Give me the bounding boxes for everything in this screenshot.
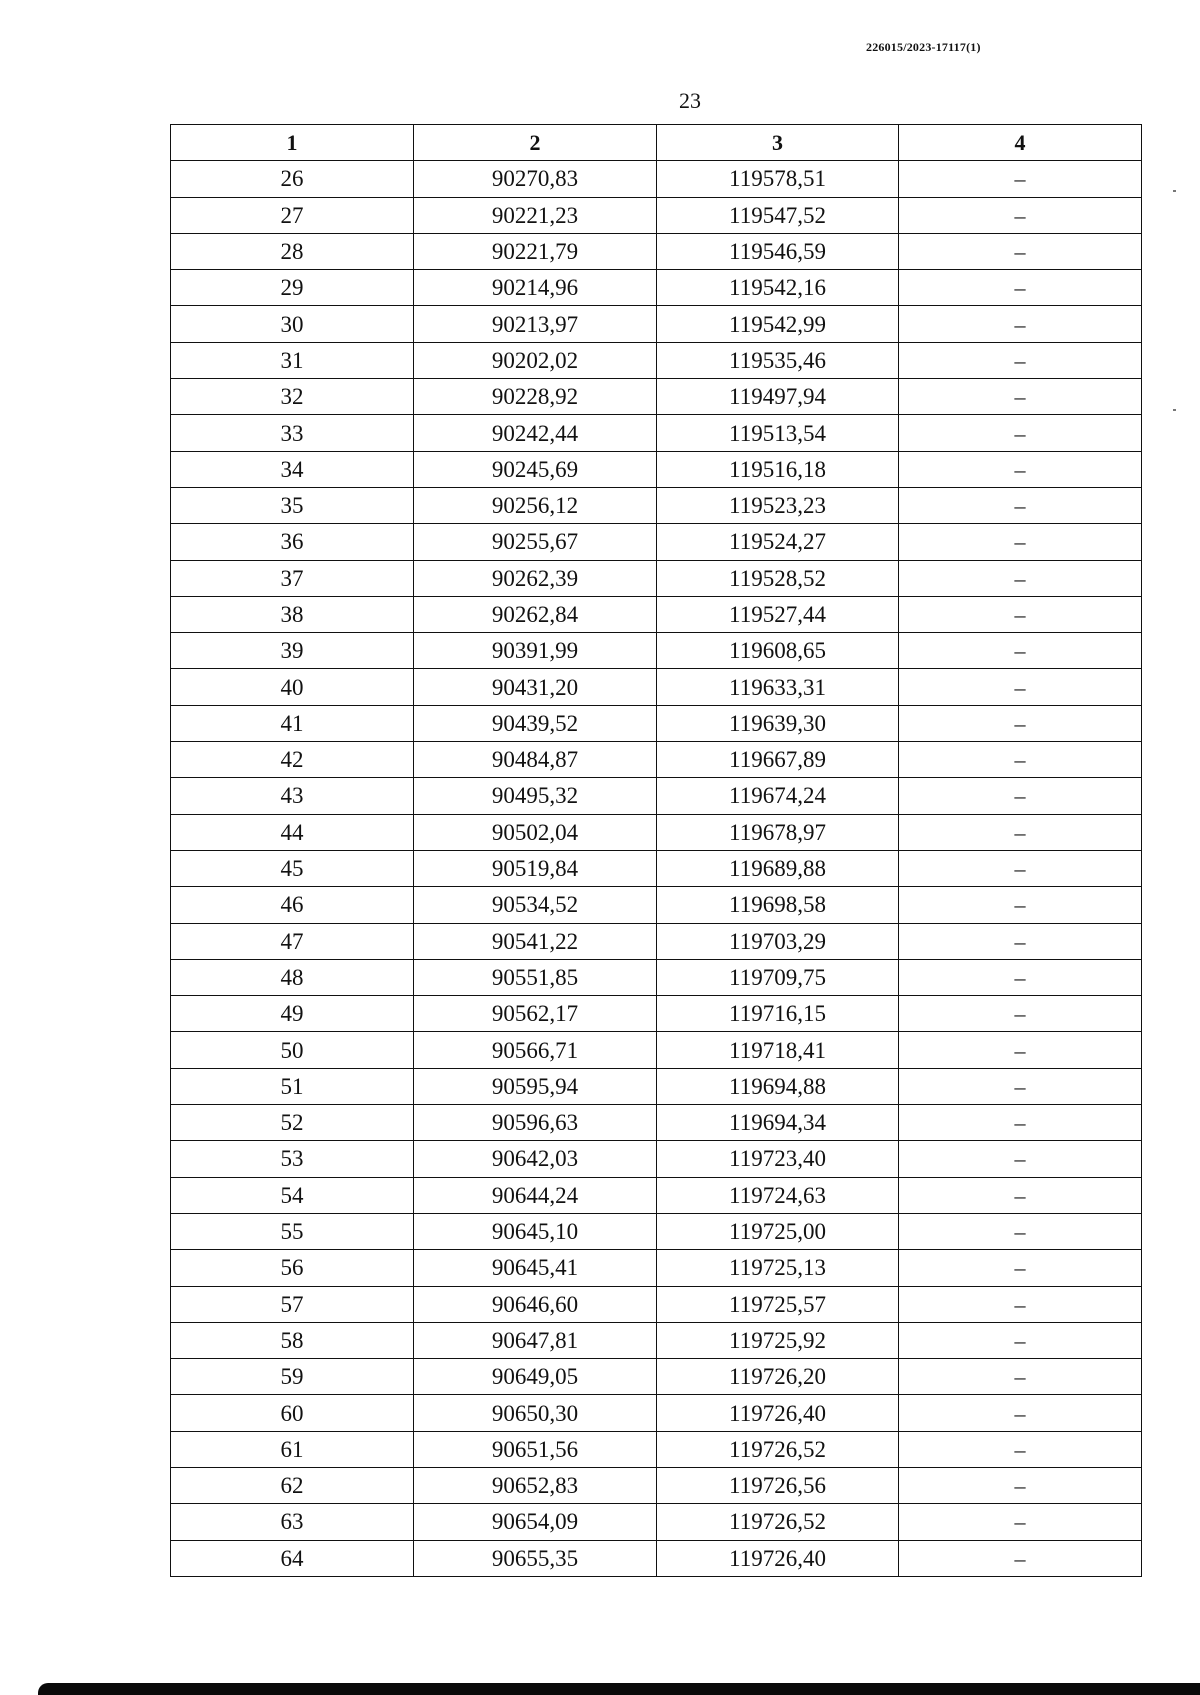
x-coordinate-cell: 90647,81: [414, 1322, 657, 1358]
note-cell: –: [899, 560, 1142, 596]
table-row: [171, 669, 1142, 705]
column-header-1: 1: [171, 125, 414, 161]
note-cell: –: [899, 487, 1142, 523]
y-coordinate-cell: 119639,30: [657, 705, 899, 741]
point-number-cell: 26: [171, 161, 414, 197]
note-cell: –: [899, 742, 1142, 778]
point-number-cell: 55: [171, 1213, 414, 1249]
x-coordinate-cell: 90262,39: [414, 560, 657, 596]
point-number-cell: 30: [171, 306, 414, 342]
note-cell: –: [899, 1540, 1142, 1576]
y-coordinate-cell: 119528,52: [657, 560, 899, 596]
note-cell: –: [899, 1322, 1142, 1358]
x-coordinate-cell: 90566,71: [414, 1032, 657, 1068]
x-coordinate-cell: 90439,52: [414, 705, 657, 741]
table-row: [171, 487, 1142, 523]
table-row: [171, 233, 1142, 269]
point-number-cell: 27: [171, 197, 414, 233]
note-cell: –: [899, 996, 1142, 1032]
y-coordinate-cell: 119716,15: [657, 996, 899, 1032]
table-row: [171, 1286, 1142, 1322]
y-coordinate-cell: 119524,27: [657, 524, 899, 560]
y-coordinate-cell: 119689,88: [657, 850, 899, 886]
note-cell: –: [899, 451, 1142, 487]
table-header-row: [171, 125, 1142, 161]
table-row: [171, 161, 1142, 197]
point-number-cell: 43: [171, 778, 414, 814]
document-reference-number: 226015/2023-17117(1): [866, 40, 981, 54]
x-coordinate-cell: 90651,56: [414, 1431, 657, 1467]
table-row: [171, 850, 1142, 886]
table-row: [171, 1068, 1142, 1104]
note-cell: –: [899, 1105, 1142, 1141]
x-coordinate-cell: 90221,79: [414, 233, 657, 269]
point-number-cell: 37: [171, 560, 414, 596]
table-row: [171, 923, 1142, 959]
x-coordinate-cell: 90519,84: [414, 850, 657, 886]
point-number-cell: 28: [171, 233, 414, 269]
table-row: [171, 1032, 1142, 1068]
table-row: [171, 1359, 1142, 1395]
note-cell: –: [899, 1141, 1142, 1177]
y-coordinate-cell: 119542,99: [657, 306, 899, 342]
x-coordinate-cell: 90645,10: [414, 1213, 657, 1249]
column-header-2: 2: [414, 125, 657, 161]
y-coordinate-cell: 119703,29: [657, 923, 899, 959]
note-cell: –: [899, 633, 1142, 669]
x-coordinate-cell: 90256,12: [414, 487, 657, 523]
x-coordinate-cell: 90562,17: [414, 996, 657, 1032]
point-number-cell: 52: [171, 1105, 414, 1141]
point-number-cell: 63: [171, 1504, 414, 1540]
table-row: [171, 596, 1142, 632]
table-header: [171, 125, 1142, 161]
note-cell: –: [899, 379, 1142, 415]
x-coordinate-cell: 90654,09: [414, 1504, 657, 1540]
y-coordinate-cell: 119723,40: [657, 1141, 899, 1177]
point-number-cell: 38: [171, 596, 414, 632]
note-cell: –: [899, 923, 1142, 959]
x-coordinate-cell: 90255,67: [414, 524, 657, 560]
point-number-cell: 50: [171, 1032, 414, 1068]
scan-speck: [1173, 409, 1176, 411]
point-number-cell: 48: [171, 959, 414, 995]
y-coordinate-cell: 119726,52: [657, 1431, 899, 1467]
table-row: [171, 814, 1142, 850]
y-coordinate-cell: 119608,65: [657, 633, 899, 669]
point-number-cell: 36: [171, 524, 414, 560]
table-row: [171, 1467, 1142, 1503]
note-cell: –: [899, 233, 1142, 269]
x-coordinate-cell: 90650,30: [414, 1395, 657, 1431]
y-coordinate-cell: 119516,18: [657, 451, 899, 487]
table-row: [171, 415, 1142, 451]
point-number-cell: 49: [171, 996, 414, 1032]
point-number-cell: 46: [171, 887, 414, 923]
point-number-cell: 35: [171, 487, 414, 523]
table-row: [171, 379, 1142, 415]
table-row: [171, 742, 1142, 778]
x-coordinate-cell: 90221,23: [414, 197, 657, 233]
table-row: [171, 451, 1142, 487]
table-row: [171, 1395, 1142, 1431]
table-row: [171, 1250, 1142, 1286]
x-coordinate-cell: 90270,83: [414, 161, 657, 197]
point-number-cell: 64: [171, 1540, 414, 1576]
point-number-cell: 39: [171, 633, 414, 669]
table-row: [171, 705, 1142, 741]
y-coordinate-cell: 119546,59: [657, 233, 899, 269]
x-coordinate-cell: 90228,92: [414, 379, 657, 415]
note-cell: –: [899, 1467, 1142, 1503]
point-number-cell: 33: [171, 415, 414, 451]
table-row: [171, 270, 1142, 306]
y-coordinate-cell: 119694,34: [657, 1105, 899, 1141]
table-row: [171, 1504, 1142, 1540]
x-coordinate-cell: 90642,03: [414, 1141, 657, 1177]
x-coordinate-cell: 90484,87: [414, 742, 657, 778]
point-number-cell: 45: [171, 850, 414, 886]
x-coordinate-cell: 90551,85: [414, 959, 657, 995]
table-row: [171, 342, 1142, 378]
point-number-cell: 34: [171, 451, 414, 487]
y-coordinate-cell: 119674,24: [657, 778, 899, 814]
note-cell: –: [899, 1250, 1142, 1286]
y-coordinate-cell: 119578,51: [657, 161, 899, 197]
x-coordinate-cell: 90541,22: [414, 923, 657, 959]
table-row: [171, 959, 1142, 995]
x-coordinate-cell: 90391,99: [414, 633, 657, 669]
table-row: [171, 1141, 1142, 1177]
y-coordinate-cell: 119694,88: [657, 1068, 899, 1104]
x-coordinate-cell: 90242,44: [414, 415, 657, 451]
point-number-cell: 59: [171, 1359, 414, 1395]
x-coordinate-cell: 90213,97: [414, 306, 657, 342]
note-cell: –: [899, 1177, 1142, 1213]
table-row: [171, 1105, 1142, 1141]
point-number-cell: 44: [171, 814, 414, 850]
table-row: [171, 524, 1142, 560]
note-cell: –: [899, 596, 1142, 632]
y-coordinate-cell: 119542,16: [657, 270, 899, 306]
note-cell: –: [899, 415, 1142, 451]
x-coordinate-cell: 90649,05: [414, 1359, 657, 1395]
point-number-cell: 62: [171, 1467, 414, 1503]
y-coordinate-cell: 119725,13: [657, 1250, 899, 1286]
point-number-cell: 47: [171, 923, 414, 959]
y-coordinate-cell: 119513,54: [657, 415, 899, 451]
y-coordinate-cell: 119725,00: [657, 1213, 899, 1249]
note-cell: –: [899, 1032, 1142, 1068]
y-coordinate-cell: 119718,41: [657, 1032, 899, 1068]
x-coordinate-cell: 90645,41: [414, 1250, 657, 1286]
note-cell: –: [899, 959, 1142, 995]
x-coordinate-cell: 90655,35: [414, 1540, 657, 1576]
x-coordinate-cell: 90652,83: [414, 1467, 657, 1503]
page-number: 23: [679, 88, 701, 113]
table-row: [171, 197, 1142, 233]
y-coordinate-cell: 119497,94: [657, 379, 899, 415]
x-coordinate-cell: 90202,02: [414, 342, 657, 378]
y-coordinate-cell: 119726,52: [657, 1504, 899, 1540]
y-coordinate-cell: 119678,97: [657, 814, 899, 850]
coordinates-table: [170, 124, 1142, 1577]
point-number-cell: 56: [171, 1250, 414, 1286]
table-row: [171, 996, 1142, 1032]
point-number-cell: 54: [171, 1177, 414, 1213]
note-cell: –: [899, 524, 1142, 560]
point-number-cell: 40: [171, 669, 414, 705]
note-cell: –: [899, 197, 1142, 233]
y-coordinate-cell: 119535,46: [657, 342, 899, 378]
x-coordinate-cell: 90596,63: [414, 1105, 657, 1141]
y-coordinate-cell: 119633,31: [657, 669, 899, 705]
x-coordinate-cell: 90431,20: [414, 669, 657, 705]
note-cell: –: [899, 705, 1142, 741]
y-coordinate-cell: 119523,23: [657, 487, 899, 523]
note-cell: –: [899, 669, 1142, 705]
point-number-cell: 60: [171, 1395, 414, 1431]
note-cell: –: [899, 1213, 1142, 1249]
note-cell: –: [899, 814, 1142, 850]
point-number-cell: 32: [171, 379, 414, 415]
x-coordinate-cell: 90214,96: [414, 270, 657, 306]
table-row: [171, 1431, 1142, 1467]
y-coordinate-cell: 119698,58: [657, 887, 899, 923]
note-cell: –: [899, 887, 1142, 923]
y-coordinate-cell: 119726,40: [657, 1540, 899, 1576]
x-coordinate-cell: 90502,04: [414, 814, 657, 850]
table-row: [171, 1540, 1142, 1576]
column-header-3: 3: [657, 125, 899, 161]
table-row: [171, 887, 1142, 923]
y-coordinate-cell: 119726,20: [657, 1359, 899, 1395]
point-number-cell: 41: [171, 705, 414, 741]
point-number-cell: 31: [171, 342, 414, 378]
column-header-4: 4: [899, 125, 1142, 161]
point-number-cell: 42: [171, 742, 414, 778]
point-number-cell: 51: [171, 1068, 414, 1104]
note-cell: –: [899, 778, 1142, 814]
table-row: [171, 1213, 1142, 1249]
note-cell: –: [899, 1395, 1142, 1431]
note-cell: –: [899, 306, 1142, 342]
table-row: [171, 633, 1142, 669]
scan-bottom-edge: [38, 1683, 1200, 1695]
note-cell: –: [899, 850, 1142, 886]
table-row: [171, 778, 1142, 814]
table-row: [171, 1177, 1142, 1213]
table-row: [171, 306, 1142, 342]
table-row: [171, 1322, 1142, 1358]
point-number-cell: 53: [171, 1141, 414, 1177]
x-coordinate-cell: 90245,69: [414, 451, 657, 487]
x-coordinate-cell: 90495,32: [414, 778, 657, 814]
point-number-cell: 29: [171, 270, 414, 306]
note-cell: –: [899, 342, 1142, 378]
note-cell: –: [899, 270, 1142, 306]
x-coordinate-cell: 90262,84: [414, 596, 657, 632]
scan-speck: [1173, 190, 1176, 192]
point-number-cell: 57: [171, 1286, 414, 1322]
table-row: [171, 560, 1142, 596]
y-coordinate-cell: 119725,92: [657, 1322, 899, 1358]
y-coordinate-cell: 119709,75: [657, 959, 899, 995]
note-cell: –: [899, 161, 1142, 197]
x-coordinate-cell: 90644,24: [414, 1177, 657, 1213]
x-coordinate-cell: 90595,94: [414, 1068, 657, 1104]
note-cell: –: [899, 1359, 1142, 1395]
point-number-cell: 58: [171, 1322, 414, 1358]
note-cell: –: [899, 1068, 1142, 1104]
y-coordinate-cell: 119724,63: [657, 1177, 899, 1213]
y-coordinate-cell: 119527,44: [657, 596, 899, 632]
table-body: [171, 161, 1142, 1577]
point-number-cell: 61: [171, 1431, 414, 1467]
y-coordinate-cell: 119547,52: [657, 197, 899, 233]
note-cell: –: [899, 1431, 1142, 1467]
x-coordinate-cell: 90646,60: [414, 1286, 657, 1322]
x-coordinate-cell: 90534,52: [414, 887, 657, 923]
y-coordinate-cell: 119725,57: [657, 1286, 899, 1322]
y-coordinate-cell: 119726,56: [657, 1467, 899, 1503]
y-coordinate-cell: 119667,89: [657, 742, 899, 778]
note-cell: –: [899, 1286, 1142, 1322]
y-coordinate-cell: 119726,40: [657, 1395, 899, 1431]
note-cell: –: [899, 1504, 1142, 1540]
